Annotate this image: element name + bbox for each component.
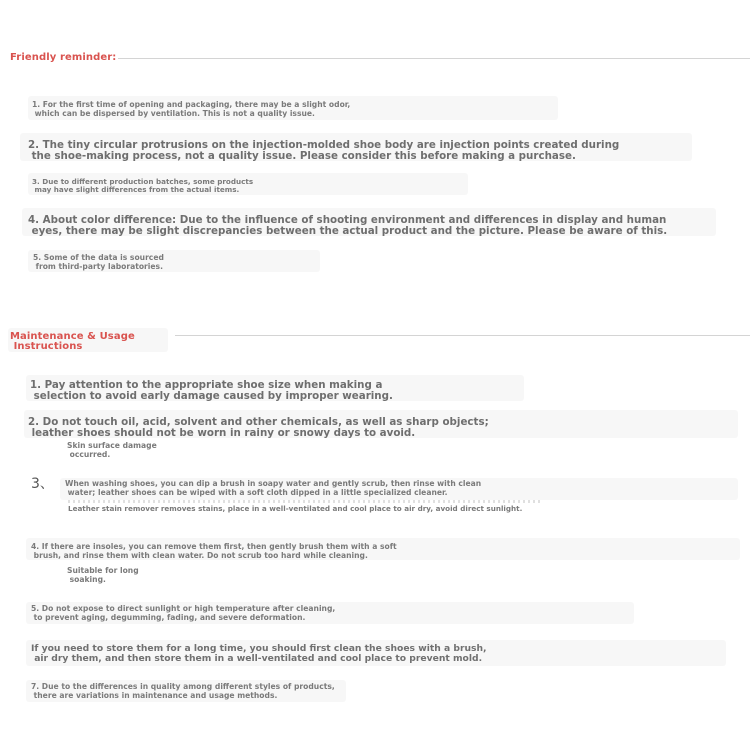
- maintenance-item-7: 7. Due to the differences in quality among different styles of products, there are variations in maintenance and usage methods.: [31, 682, 335, 700]
- section-divider: [175, 335, 750, 336]
- maintenance-item-4-note: Suitable for long soaking.: [67, 566, 139, 584]
- maintenance-heading: Maintenance & Usage Instructions: [10, 331, 135, 352]
- reminder-item-5: 5. Some of the data is sourced from third-party laboratories.: [33, 253, 164, 271]
- maintenance-item-2-note: Skin surface damage occurred.: [67, 441, 157, 459]
- reminder-item-2: 2. The tiny circular protrusions on the injection-molded shoe body are injection points created during the shoe-making process, not a quality issue. Please consider this before making a purchase.: [28, 139, 620, 162]
- maintenance-item-5: 5. Do not expose to direct sunlight or high temperature after cleaning, to prevent aging, degumming, fading, and severe deformation.: [31, 604, 336, 622]
- maintenance-item-4: 4. If there are insoles, you can remove them first, then gently brush them with a soft brush, and rinse them with clean water. Do not scrub too hard while cleaning.: [31, 542, 397, 560]
- maintenance-item-3-number: 3、: [31, 476, 54, 492]
- blurred-text-line: [68, 500, 540, 503]
- friendly-reminder-heading: Friendly reminder:: [10, 52, 117, 63]
- reminder-item-4: 4. About color difference: Due to the influence of shooting environment and differences in display and human eyes, there may be slight discrepancies between the actual product and the picture. Please be aware of this.: [28, 214, 668, 237]
- maintenance-item-3-note: Leather stain remover removes stains, place in a well-ventilated and cool place to air dry, avoid direct sunlight.: [68, 504, 523, 513]
- maintenance-item-6: If you need to store them for a long time, you should first clean the shoes with a brush, air dry them, and then store them in a well-ventilated and cool place to prevent mold.: [31, 643, 487, 664]
- maintenance-item-3: When washing shoes, you can dip a brush in soapy water and gently scrub, then rinse with clean water; leather shoes can be wiped with a soft cloth dipped in a little specialized cleaner.: [65, 479, 482, 497]
- maintenance-item-2: 2. Do not touch oil, acid, solvent and other chemicals, as well as sharp objects; leather shoes should not be worn in rainy or snowy days to avoid.: [28, 416, 489, 439]
- section-divider: [118, 58, 750, 59]
- reminder-item-1: 1. For the first time of opening and packaging, there may be a slight odor, which can be dispersed by ventilation. This is not a quality issue.: [32, 100, 351, 118]
- maintenance-item-1: 1. Pay attention to the appropriate shoe size when making a selection to avoid early damage caused by improper wearing.: [30, 379, 393, 402]
- reminder-item-3: 3. Due to different production batches, some products may have slight differences from the actual items.: [32, 177, 254, 195]
